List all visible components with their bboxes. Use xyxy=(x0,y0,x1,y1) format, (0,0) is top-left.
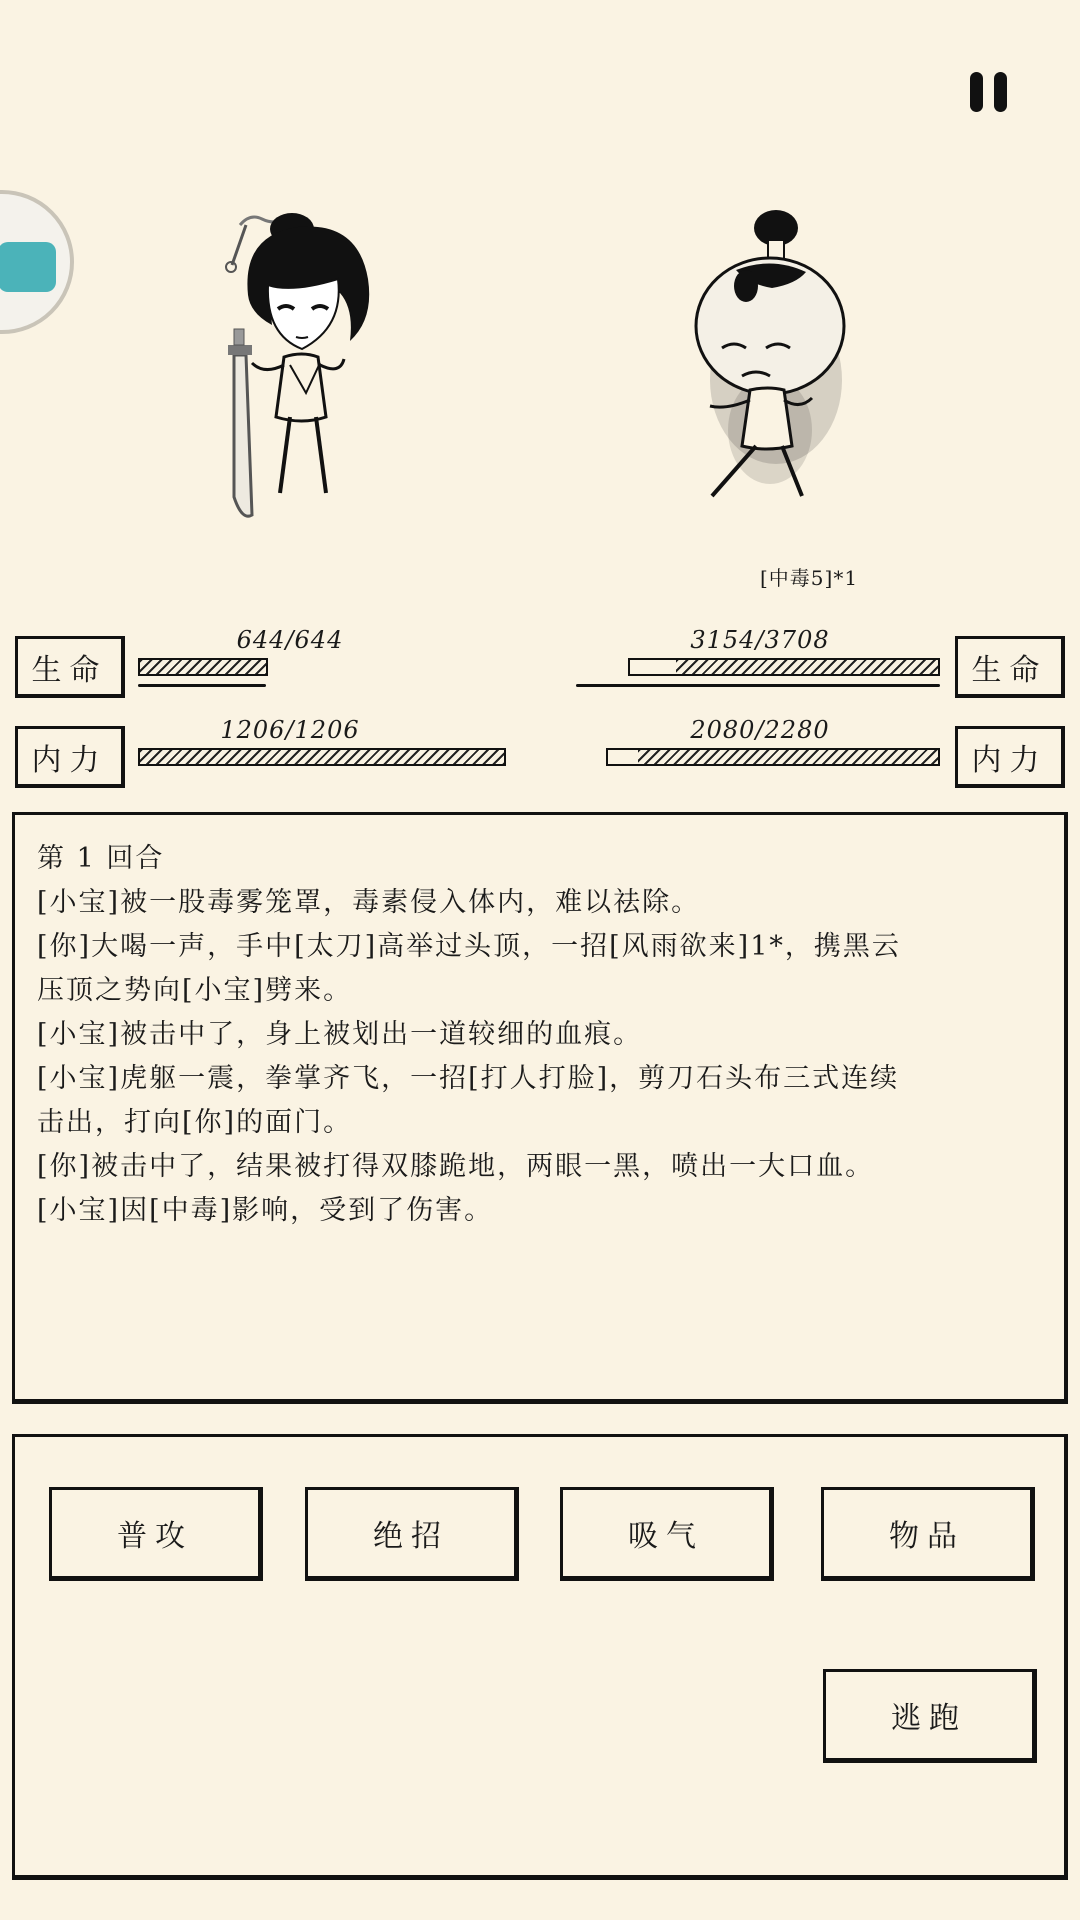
enemy-mp-bar xyxy=(606,748,940,766)
log-line: [你]被击中了，结果被打得双膝跪地，两眼一黑，喷出一大口血。 xyxy=(37,1151,875,1182)
action-panel xyxy=(12,1434,1068,1880)
special-move-button[interactable]: 绝招 xyxy=(305,1487,519,1581)
log-line: [小宝]被击中了，身上被划出一道较细的血痕。 xyxy=(37,1019,643,1050)
enemy-hp-underline xyxy=(576,684,940,687)
enemy-hp-value: 3154/3708 xyxy=(690,626,830,654)
enemy-hp-label: 生命 xyxy=(955,636,1065,698)
log-line: 击出，打向[你]的面门。 xyxy=(37,1107,353,1138)
enemy-mp-fill xyxy=(638,750,938,764)
breathe-button[interactable]: 吸气 xyxy=(560,1487,774,1581)
player-hp-label: 生命 xyxy=(15,636,125,698)
log-line: [小宝]因[中毒]影响，受到了伤害。 xyxy=(37,1195,494,1226)
enemy-mp-label: 内力 xyxy=(955,726,1065,788)
enemy-hp-fill xyxy=(676,660,938,674)
enemy-mp-value: 2080/2280 xyxy=(690,716,830,744)
player-mp-bar xyxy=(138,748,506,766)
player-mp-label: 内力 xyxy=(15,726,125,788)
battle-log xyxy=(12,812,1068,1404)
log-line: [你]大喝一声，手中[太刀]高举过头顶，一招[风雨欲来]1*，携黑云 xyxy=(37,931,901,962)
log-line: [小宝]虎躯一震，拳掌齐飞，一招[打人打脸]，剪刀石头布三式连续 xyxy=(37,1063,900,1094)
log-line: 第 1 回合 xyxy=(37,843,165,874)
enemy-hp-bar xyxy=(628,658,940,676)
attack-button[interactable]: 普攻 xyxy=(49,1487,263,1581)
player-character xyxy=(220,205,420,525)
log-line: 压顶之势向[小宝]劈来。 xyxy=(37,975,353,1006)
enemy-status-effect: [中毒5]*1 xyxy=(760,566,859,590)
flee-button[interactable]: 逃跑 xyxy=(823,1669,1037,1763)
log-line: [小宝]被一股毒雾笼罩，毒素侵入体内，难以祛除。 xyxy=(37,887,701,918)
player-hp-bar xyxy=(138,658,268,676)
player-hp-fill xyxy=(140,660,266,674)
app-bubble-icon[interactable] xyxy=(0,190,74,334)
pause-icon[interactable] xyxy=(966,68,1014,116)
player-hp-value: 644/644 xyxy=(236,626,344,654)
player-hp-underline xyxy=(138,684,266,687)
enemy-character xyxy=(686,210,866,510)
items-button[interactable]: 物品 xyxy=(821,1487,1035,1581)
player-mp-value: 1206/1206 xyxy=(220,716,360,744)
player-mp-fill xyxy=(140,750,504,764)
